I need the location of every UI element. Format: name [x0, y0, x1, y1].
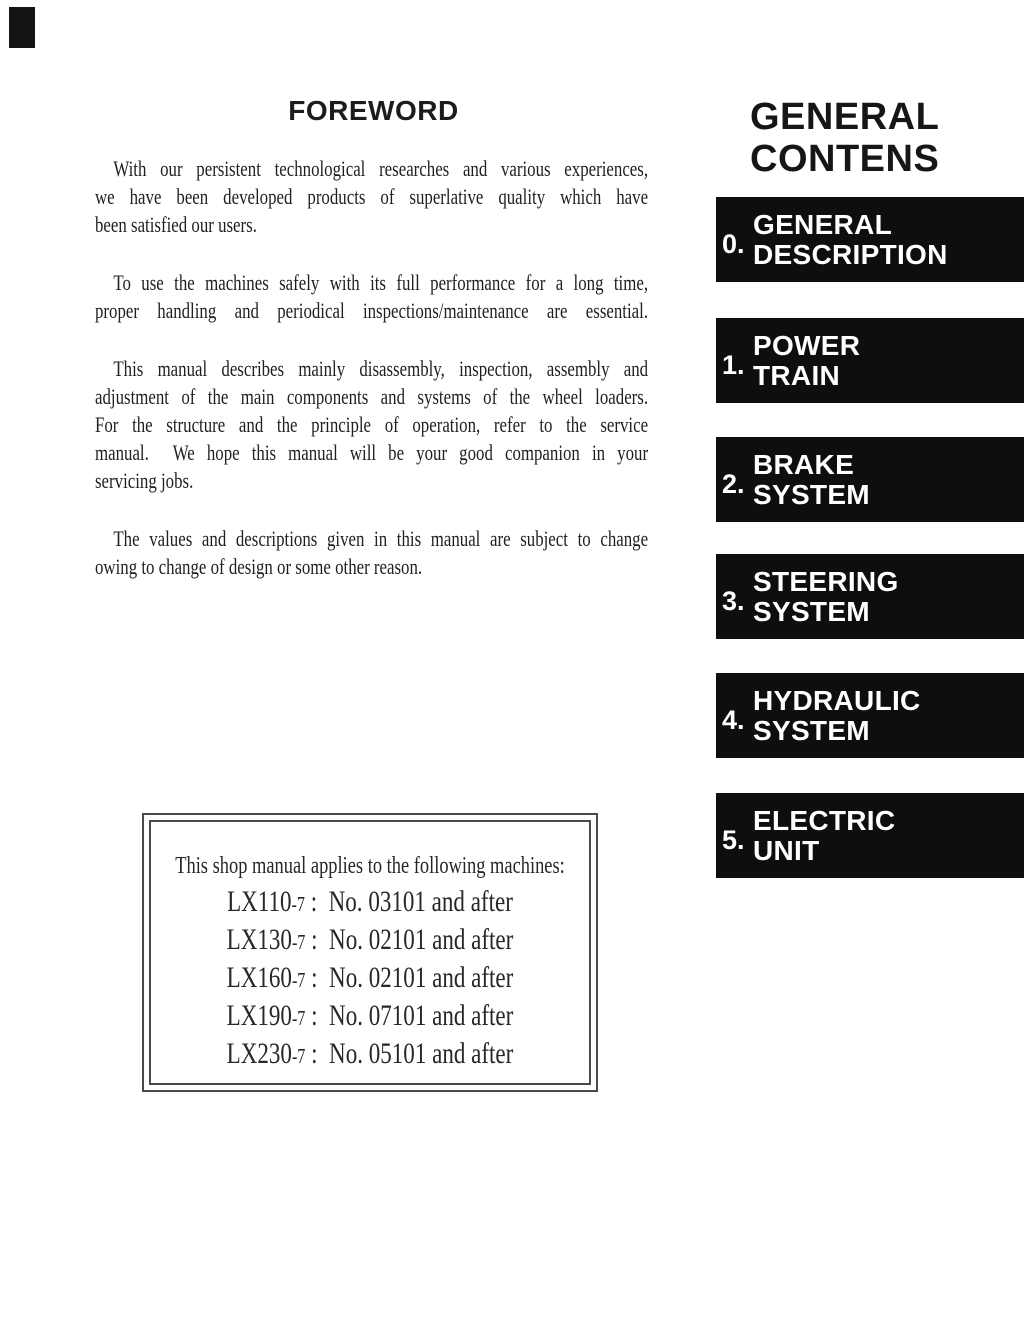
paragraph-line: we have been developed products of superlative quality which have: [95, 184, 649, 209]
contents-title-line2: CONTENS: [750, 138, 940, 180]
machine-serial: : No. 02101 and after: [305, 961, 514, 994]
machine-serial: : No. 02101 and after: [305, 923, 514, 956]
contents-tab-general-description: [716, 197, 1024, 282]
paragraph-line: adjustment of the main components and systems of the wheel loaders.: [95, 384, 649, 409]
paragraph-line: servicing jobs.: [95, 468, 194, 493]
paragraph-line: The values and descriptions given in this manual are subject to change: [113, 526, 649, 551]
paragraph-line: been satisfied our users.: [95, 212, 257, 237]
contents-tab-brake-system: [716, 437, 1024, 522]
contents-tab-label-line: GENERAL: [753, 208, 892, 240]
contents-tab-label-line: UNIT: [753, 834, 820, 866]
paragraph-line: manual. We hope this manual will be your good companion in your: [95, 440, 649, 465]
machine-model: LX230: [226, 1037, 292, 1070]
contents-tab-number: 0.: [722, 228, 745, 259]
contents-tab-label-line: SYSTEM: [753, 478, 870, 510]
machine-model: LX110: [227, 885, 292, 918]
contents-tab-label: [753, 567, 899, 627]
paragraph-line: proper handling and periodical inspections/maintenance are essential.: [95, 298, 649, 323]
machine-model-suffix: -7: [291, 930, 306, 954]
machine-serial: : No. 03101 and after: [304, 885, 513, 918]
contents-tab-label-line: SYSTEM: [753, 714, 870, 746]
contents-tab-label-line: STEERING: [753, 565, 899, 597]
contents-tab-number: 5.: [722, 824, 745, 855]
machine-model: LX130: [226, 923, 292, 956]
contents-tab-label-line: HYDRAULIC: [753, 684, 921, 716]
machine-serial: : No. 07101 and after: [305, 999, 514, 1032]
paragraph-line: To use the machines safely with its full performance for a long time,: [113, 270, 649, 295]
contents-tab-label-line: POWER: [753, 329, 861, 361]
contents-tab-label-line: SYSTEM: [753, 595, 870, 627]
contents-tab-steering-system: [716, 554, 1024, 639]
machine-model: LX160: [226, 961, 292, 994]
contents-title-line1: GENERAL: [750, 96, 940, 138]
contents-tab-label-line: TRAIN: [753, 359, 841, 391]
contents-tab-hydraulic-system: [716, 673, 1024, 758]
machine-model-suffix: -7: [291, 1006, 306, 1030]
contents-tab-number: 3.: [722, 585, 745, 616]
contents-tab-number: 2.: [722, 468, 745, 499]
machine-box-intro: This shop manual applies to the following machines:: [175, 853, 565, 879]
machine-model: LX190: [226, 999, 292, 1032]
contents-tab-number: 1.: [722, 349, 745, 380]
paragraph-line: For the structure and the principle of operation, refer to the service: [95, 412, 649, 437]
machine-model-suffix: -7: [291, 1044, 306, 1068]
machine-serial: : No. 05101 and after: [305, 1037, 514, 1070]
contents-tab-electric-unit: [716, 793, 1024, 878]
contents-tab-number: 4.: [722, 704, 745, 735]
paragraph-line: owing to change of design or some other reason.: [95, 554, 423, 579]
contents-tab-label: [753, 806, 895, 866]
contents-tab-label: [753, 686, 921, 746]
contents-tab-label: [753, 331, 860, 391]
contents-tab-label-line: DESCRIPTION: [753, 238, 948, 270]
contents-tab-power-train: [716, 318, 1024, 403]
contents-tab-label: [753, 450, 870, 510]
paragraph-line: With our persistent technological researches and various experiences,: [113, 156, 649, 181]
machine-model-suffix: -7: [291, 968, 306, 992]
foreword-title: FOREWORD: [288, 95, 459, 126]
contents-tab-label-line: BRAKE: [753, 448, 855, 480]
contents-tab-label-line: ELECTRIC: [753, 804, 896, 836]
paragraph-line: This manual describes mainly disassembly, inspection, assembly and: [113, 356, 649, 381]
contents-tab-label: [753, 210, 948, 270]
machine-model-suffix: -7: [291, 892, 305, 916]
